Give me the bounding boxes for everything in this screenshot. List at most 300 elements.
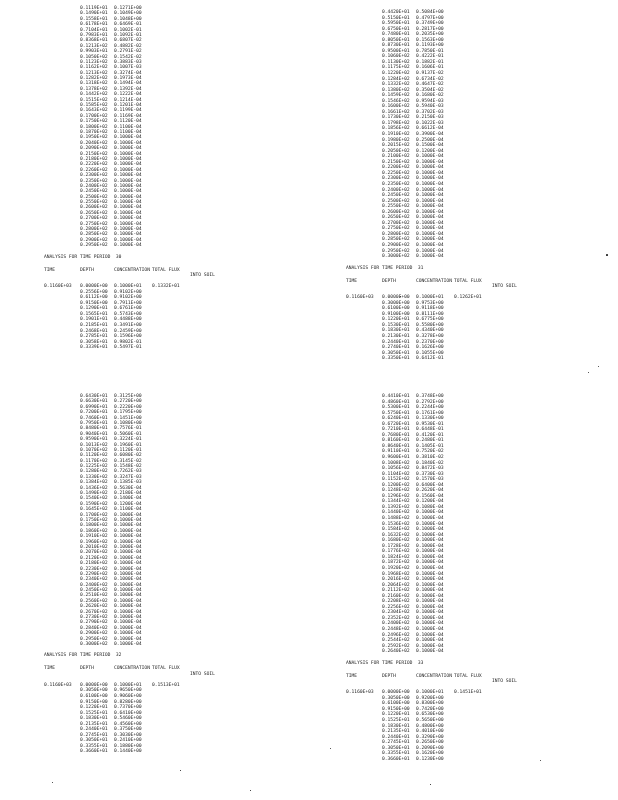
depth-cell: 0.2745E+01 [80, 732, 108, 738]
concentration-cell: 0.1000E-04 [114, 173, 142, 179]
depth-cell: 0.2064E+02 [382, 582, 410, 588]
concentration-cell: 0.1199E-04 [114, 108, 142, 114]
concentration-cell: 0.4120E-01 [416, 432, 444, 438]
concentration-cell: 0.6412E-01 [416, 356, 444, 362]
depth-cell: 0.2180E+02 [80, 561, 108, 567]
concentration-cell: 0.1000E-04 [114, 162, 142, 168]
concentration-cell: 0.1680E-02 [416, 93, 444, 99]
header-total-flux: TOTAL FLUX [152, 666, 180, 672]
column-header-sub: INTO SOIL [492, 284, 517, 290]
depth-cell: 0.2500E+02 [80, 194, 108, 200]
flux-cell: 0.1513E+01 [152, 682, 180, 688]
concentration-cell: 0.1560E-04 [416, 493, 444, 499]
concentration-cell: 0.1000E-04 [416, 649, 444, 655]
depth-cell: 0.2400E+02 [80, 183, 108, 189]
depth-cell: 0.2290E+02 [80, 571, 108, 577]
depth-cell: 0.2496E+02 [382, 632, 410, 638]
concentration-cell: 0.3030E+00 [114, 732, 142, 738]
header-concentration: CONCENTRATION [416, 673, 452, 679]
header-concentration: CONCENTRATION [114, 666, 150, 672]
concentration-cell: 0.1000E-04 [114, 232, 142, 238]
depth-cell: 0.2650E+02 [382, 215, 410, 221]
concentration-cell: 0.1000E-04 [416, 154, 444, 160]
depth-cell: 0.2750E+02 [80, 221, 108, 227]
period-title: ANALYSIS FOR TIME PERIOD 32 [44, 653, 122, 659]
depth-cell: 0.1750E+02 [80, 119, 108, 125]
concentration-cell: 0.1000E-04 [416, 532, 444, 538]
depth-cell: 0.1960E+02 [80, 539, 108, 545]
depth-cell: 0.7200E+01 [80, 410, 108, 416]
depth-cell: 0.6112E+00 [80, 295, 108, 301]
concentration-cell: 0.1570E-03 [416, 477, 444, 483]
concentration-cell: 0.4882E-02 [114, 43, 142, 49]
table-row [346, 356, 618, 362]
depth-cell: 0.2150E+02 [382, 159, 410, 165]
printout-section-tl [44, 6, 334, 351]
depth-cell: 0.1490E+01 [80, 11, 108, 17]
depth-cell: 0.2100E+02 [382, 154, 410, 160]
depth-cell: 0.1830E+01 [382, 328, 410, 334]
concentration-cell: 0.1000E-04 [114, 593, 142, 599]
depth-cell: 0.2800E+02 [382, 231, 410, 237]
depth-cell: 0.2600E+02 [80, 205, 108, 211]
depth-cell: 0.2544E+02 [382, 638, 410, 644]
period-table [44, 284, 334, 351]
depth-cell: 0.1830E+01 [80, 716, 108, 722]
concentration-cell: 0.3278E+00 [416, 333, 444, 339]
depth-cell: 0.1392E+02 [382, 504, 410, 510]
scan-speck [250, 790, 251, 791]
concentration-cell: 0.2410E+00 [114, 738, 142, 744]
depth-cell: 0.4860E+01 [382, 399, 410, 405]
depth-cell: 0.6100E+00 [382, 306, 410, 312]
depth-cell: 0.1104E+02 [382, 471, 410, 477]
concentration-cell: 0.2650E+00 [416, 740, 444, 746]
concentration-cell: 0.4800E+00 [416, 723, 444, 729]
concentration-cell: 0.1169E-04 [114, 113, 142, 119]
depth-cell: 0.1728E+02 [382, 543, 410, 549]
concentration-cell: 0.7911E+00 [114, 300, 142, 306]
depth-cell: 0.1213E+02 [80, 70, 108, 76]
concentration-cell: 0.2090E+00 [416, 745, 444, 751]
table-row [44, 749, 334, 755]
depth-cell: 0.1488E+02 [382, 516, 410, 522]
depth-cell: 0.2440E+01 [382, 339, 410, 345]
header-concentration: CONCENTRATION [114, 267, 150, 273]
depth-cell: 0.9100E+00 [382, 311, 410, 317]
depth-cell: 0.3050E+00 [80, 688, 108, 694]
depth-cell: 0.0000E+00 [80, 682, 108, 688]
depth-cell: 0.1540E+02 [80, 496, 108, 502]
depth-cell: 0.2600E+02 [382, 209, 410, 215]
concentration-cell: 0.7576E-01 [114, 426, 142, 432]
concentration-cell: 0.1000E-04 [114, 625, 142, 631]
header-time: TIME [346, 673, 358, 679]
depth-cell: 0.1175E+02 [382, 65, 410, 71]
depth-cell: 0.6100E+00 [382, 701, 410, 707]
concentration-cell: 0.1007E-03 [114, 65, 142, 71]
period-title: ANALYSIS FOR TIME PERIOD 30 [44, 254, 122, 260]
depth-cell: 0.8640E+01 [382, 443, 410, 449]
concentration-cell: 0.5650E+00 [416, 717, 444, 723]
depth-cell: 0.3355E+01 [80, 743, 108, 749]
depth-cell: 0.4420E+01 [382, 10, 410, 15]
depth-cell: 0.1910E+02 [80, 534, 108, 540]
depth-cell: 0.2256E+02 [382, 604, 410, 610]
concentration-cell: 0.1000E+01 [416, 690, 444, 696]
concentration-cell: 0.2150E-03 [416, 115, 444, 121]
concentration-cell: 0.1000E-04 [114, 194, 142, 200]
concentration-cell: 0.1000E-04 [416, 516, 444, 522]
concentration-cell: 0.5084E+00 [416, 10, 444, 15]
depth-cell: 0.1119E+01 [80, 6, 108, 11]
depth-cell: 0.2950E+02 [382, 248, 410, 254]
concentration-cell: 0.2500E-04 [416, 137, 444, 143]
depth-cell: 0.2010E+02 [80, 544, 108, 550]
depth-cell: 0.1632E+02 [382, 532, 410, 538]
concentration-cell: 0.4222E-01 [416, 54, 444, 60]
depth-cell: 0.1344E+02 [382, 499, 410, 505]
concentration-cell: 0.1000E-04 [114, 550, 142, 556]
concentration-cell: 0.3702E-03 [416, 109, 444, 115]
concentration-cell: 0.1000E-04 [114, 517, 142, 523]
depth-cell: 0.0000E+00 [382, 690, 410, 696]
concentration-cell: 0.1973E-04 [114, 76, 142, 82]
concentration-cell: 0.1000E-04 [416, 220, 444, 226]
concentration-cell: 0.1000E-04 [416, 242, 444, 248]
concentration-cell: 0.1000E-04 [114, 178, 142, 184]
concentration-cell: 0.1000E-04 [114, 641, 142, 647]
concentration-cell: 0.1000E-04 [114, 615, 142, 621]
depth-cell: 0.2510E+02 [80, 593, 108, 599]
depth-cell: 0.1332E+02 [382, 82, 410, 88]
concentration-cell: 0.7262E-03 [114, 469, 142, 475]
depth-cell: 0.1776E+02 [382, 549, 410, 555]
concentration-cell: 0.1222E-04 [114, 92, 142, 98]
depth-cell: 0.2220E+02 [80, 162, 108, 168]
concentration-cell: 0.1626E+00 [416, 345, 444, 351]
scan-speck [540, 760, 541, 761]
depth-cell: 0.2448E+02 [382, 626, 410, 632]
concentration-cell: 0.1385E-03 [114, 480, 142, 486]
concentration-cell: 0.1000E-04 [416, 248, 444, 254]
concentration-cell: 0.1000E+01 [416, 295, 444, 301]
scan-speck [606, 254, 608, 256]
concentration-cell: 0.1451E+00 [114, 415, 142, 421]
depth-cell: 0.1798E+02 [382, 120, 410, 126]
concentration-cell: 0.1230E+00 [416, 756, 444, 762]
scan-speck [598, 366, 599, 367]
concentration-cell: 0.4797E+00 [416, 15, 444, 21]
depth-cell: 0.1643E+02 [80, 108, 108, 114]
depth-cell: 0.1213E+02 [80, 43, 108, 49]
concentration-cell: 0.6807E-02 [114, 38, 142, 44]
concentration-cell: 0.1000E-04 [114, 571, 142, 577]
header-depth: DEPTH [80, 267, 94, 273]
concentration-cell: 0.3810E-02 [416, 455, 444, 461]
depth-cell: 0.1318E+02 [80, 81, 108, 87]
depth-cell: 0.1700E+02 [80, 512, 108, 518]
depth-cell: 0.9040E+01 [80, 431, 108, 437]
concentration-cell: 0.2244E+00 [416, 405, 444, 411]
concentration-cell: 0.1022E-03 [416, 120, 444, 126]
table-row [80, 642, 334, 647]
depth-cell: 0.1910E+02 [382, 132, 410, 138]
concentration-cell: 0.1000E-04 [416, 593, 444, 599]
depth-cell: 0.6240E+01 [382, 416, 410, 422]
concentration-cell: 0.2720E+00 [114, 399, 142, 405]
depth-cell: 0.1490E+02 [80, 491, 108, 497]
concentration-cell: 0.1000E-04 [114, 620, 142, 626]
concentration-cell: 0.1000E-04 [416, 615, 444, 621]
depth-cell: 0.1870E+02 [80, 129, 108, 135]
header-total-flux: TOTAL FLUX [454, 673, 482, 679]
period-table [44, 683, 334, 755]
printout-section-br [346, 394, 618, 762]
depth-cell: 0.1380E+02 [382, 87, 410, 93]
concentration-cell: 0.9650E+00 [114, 688, 142, 694]
depth-cell: 0.6720E+01 [382, 421, 410, 427]
depth-cell: 0.2592E+02 [382, 643, 410, 649]
depth-cell: 0.2700E+02 [80, 216, 108, 222]
depth-cell: 0.3339E+01 [80, 345, 108, 351]
depth-cell: 0.3050E+01 [382, 745, 410, 751]
concentration-cell: 0.5630E-04 [114, 485, 142, 491]
depth-cell: 0.3000E+02 [382, 254, 410, 260]
concentration-cell: 0.1620E+00 [416, 751, 444, 757]
depth-cell: 0.0000E+00 [382, 295, 410, 301]
scan-speck [588, 372, 589, 373]
depth-cell: 0.2450E+02 [382, 193, 410, 199]
concentration-cell: 0.6469E-01 [114, 22, 142, 28]
depth-cell: 0.1558E+01 [80, 16, 108, 22]
concentration-cell: 0.3125E+00 [114, 394, 142, 399]
concentration-cell: 0.6530E+00 [416, 712, 444, 718]
concentration-cell: 0.1000E-04 [114, 183, 142, 189]
concentration-cell: 0.4560E+00 [114, 721, 142, 727]
concentration-cell: 0.1000E-04 [114, 561, 142, 567]
concentration-cell: 0.1000E-04 [114, 539, 142, 545]
depth-cell: 0.6630E+01 [80, 399, 108, 405]
depth-cell: 0.2468E+01 [80, 328, 108, 334]
concentration-cell: 0.2817E+00 [416, 26, 444, 32]
scan-speck [430, 784, 431, 785]
depth-cell: 0.2400E+02 [382, 187, 410, 193]
concentration-cell: 0.1000E-04 [416, 159, 444, 165]
concentration-cell: 0.1000E-04 [114, 135, 142, 141]
depth-cell: 0.2450E+02 [80, 588, 108, 594]
concentration-cell: 0.1000E-04 [416, 638, 444, 644]
concentration-cell: 0.8111E+00 [416, 311, 444, 317]
depth-cell: 0.1901E+01 [80, 317, 108, 323]
depth-cell: 0.9150E+00 [80, 300, 108, 306]
concentration-cell: 0.3749E+00 [416, 21, 444, 27]
depth-cell: 0.5150E+01 [382, 15, 410, 21]
depth-cell: 0.1220E+01 [382, 712, 410, 718]
depth-cell: 0.7480E+01 [382, 32, 410, 38]
table-row [80, 243, 334, 248]
concentration-cell: 0.2220E+00 [114, 404, 142, 410]
concentration-cell: 0.1000E-04 [114, 210, 142, 216]
concentration-cell: 0.2459E+00 [114, 328, 142, 334]
concentration-cell: 0.1000E-04 [416, 254, 444, 260]
concentration-cell: 0.2620E-04 [416, 488, 444, 494]
depth-cell: 0.2730E+02 [80, 615, 108, 621]
continuation-table [382, 394, 618, 655]
depth-cell: 0.1123E+02 [80, 59, 108, 65]
concentration-cell: 0.1100E-04 [114, 129, 142, 135]
table-row [44, 345, 334, 351]
concentration-cell: 0.6410E+00 [114, 710, 142, 716]
concentration-cell: 0.2791E-02 [114, 49, 142, 55]
concentration-cell: 0.1392E-04 [114, 86, 142, 92]
concentration-cell: 0.3491E+00 [114, 322, 142, 328]
depth-cell: 0.2260E+02 [80, 167, 108, 173]
concentration-cell: 0.6400E-04 [416, 482, 444, 488]
concentration-cell: 0.1048E+00 [114, 16, 142, 22]
depth-cell: 0.2500E+02 [382, 198, 410, 204]
period-title: ANALYSIS FOR TIME PERIOD 33 [346, 660, 424, 666]
concentration-cell: 0.1400E-04 [114, 496, 142, 502]
concentration-cell: 0.1000E-04 [416, 588, 444, 594]
concentration-cell: 0.6775E+00 [416, 317, 444, 323]
concentration-cell: 0.1092E-01 [114, 32, 142, 38]
concentration-cell: 0.9118E+00 [416, 306, 444, 312]
depth-cell: 0.1872E+02 [382, 560, 410, 566]
column-header-sub: INTO SOIL [492, 679, 517, 685]
concentration-cell: 0.9530E-01 [416, 421, 444, 427]
concentration-cell: 0.1500E-04 [416, 143, 444, 149]
concentration-cell: 0.1000E-04 [416, 165, 444, 171]
concentration-cell: 0.1542E-02 [114, 54, 142, 60]
concentration-cell: 0.5497E-01 [114, 345, 142, 351]
concentration-cell: 0.1100E-04 [114, 507, 142, 513]
depth-cell: 0.2050E+02 [382, 148, 410, 154]
depth-cell: 0.8730E+01 [382, 43, 410, 49]
concentration-cell: 0.3748E+00 [416, 394, 444, 399]
concentration-cell: 0.8280E+00 [114, 699, 142, 705]
depth-cell: 0.2120E+02 [80, 555, 108, 561]
depth-cell: 0.6100E+00 [80, 694, 108, 699]
depth-cell: 0.1050E+02 [80, 54, 108, 60]
depth-cell: 0.1824E+02 [382, 554, 410, 560]
concentration-cell: 0.1000E-04 [416, 582, 444, 588]
concentration-cell: 0.1000E-04 [114, 534, 142, 540]
concentration-cell: 0.3290E+00 [416, 734, 444, 740]
depth-cell: 0.1645E+02 [80, 507, 108, 513]
depth-cell: 0.2800E+02 [80, 227, 108, 233]
concentration-cell: 0.1000E-04 [416, 604, 444, 610]
concentration-cell: 0.1000E-04 [416, 549, 444, 555]
scan-speck [180, 770, 181, 771]
concentration-cell: 0.1405E-01 [416, 443, 444, 449]
period-title: ANALYSIS FOR TIME PERIOD 31 [346, 265, 424, 271]
printout-section-tr [346, 10, 618, 362]
concentration-cell: 0.1000E-04 [416, 176, 444, 182]
concentration-cell: 0.1000E-04 [114, 598, 142, 604]
concentration-cell: 0.6612E-04 [416, 126, 444, 132]
depth-cell: 0.1290E+01 [80, 306, 108, 312]
concentration-cell: 0.1795E+00 [114, 410, 142, 416]
concentration-cell: 0.6734E-02 [416, 76, 444, 82]
time-cell: 0.1160E+03 [346, 690, 374, 696]
period-table [346, 295, 618, 362]
concentration-cell: 0.1000E-04 [416, 510, 444, 516]
concentration-cell: 0.1000E-04 [114, 216, 142, 222]
depth-cell: 0.1585E+02 [80, 103, 108, 109]
concentration-cell: 0.1000E-04 [114, 528, 142, 534]
concentration-cell: 0.1000E-04 [416, 610, 444, 616]
depth-cell: 0.3050E+00 [382, 695, 410, 701]
header-time: TIME [44, 267, 56, 273]
depth-cell: 0.7460E+01 [80, 415, 108, 421]
depth-cell: 0.1830E+01 [382, 723, 410, 729]
time-cell: 0.1160E+03 [346, 295, 374, 301]
depth-cell: 0.9600E+01 [382, 455, 410, 461]
depth-cell: 0.6990E+01 [80, 404, 108, 410]
concentration-cell: 0.1761E+00 [416, 410, 444, 416]
concentration-cell: 0.1000E-04 [114, 151, 142, 157]
concentration-cell: 0.1000E-04 [114, 566, 142, 572]
depth-cell: 0.2850E+02 [80, 232, 108, 238]
depth-cell: 0.7950E+01 [80, 420, 108, 426]
concentration-cell: 0.1880E+00 [114, 743, 142, 749]
concentration-cell: 0.1000E-04 [416, 543, 444, 549]
depth-cell: 0.1013E+02 [80, 442, 108, 448]
time-cell: 0.1160E+03 [44, 284, 72, 290]
depth-cell: 0.2700E+02 [382, 220, 410, 226]
concentration-cell: 0.1000E-04 [416, 599, 444, 605]
concentration-cell: 0.1000E-04 [416, 632, 444, 638]
concentration-cell: 0.1000E-04 [416, 204, 444, 210]
concentration-cell: 0.7850E-01 [416, 48, 444, 54]
depth-cell: 0.1800E+02 [80, 124, 108, 130]
concentration-cell: 0.1000E-04 [114, 140, 142, 146]
depth-cell: 0.1130E+02 [382, 59, 410, 65]
concentration-cell: 0.3504E-02 [416, 87, 444, 93]
concentration-cell: 0.1200E-04 [114, 501, 142, 507]
depth-cell: 0.3050E+01 [80, 738, 108, 744]
depth-cell: 0.2350E+02 [80, 178, 108, 184]
depth-cell: 0.3350E+01 [382, 356, 410, 362]
concentration-cell: 0.1548E-02 [114, 464, 142, 470]
concentration-cell: 0.1000E-04 [416, 538, 444, 544]
concentration-cell: 0.1000E-04 [416, 193, 444, 199]
concentration-cell: 0.1002E-01 [114, 27, 142, 33]
depth-cell: 0.2160E+02 [382, 593, 410, 599]
depth-cell: 0.9500E+01 [382, 48, 410, 54]
concentration-cell: 0.1000E-04 [114, 200, 142, 206]
concentration-cell: 0.1000E+01 [114, 682, 142, 688]
depth-cell: 0.1440E+02 [382, 510, 410, 516]
concentration-cell: 0.4010E+00 [416, 729, 444, 735]
depth-cell: 0.2135E+01 [80, 721, 108, 727]
concentration-cell: 0.1000E-04 [114, 555, 142, 561]
depth-cell: 0.1515E+02 [80, 97, 108, 103]
depth-cell: 0.1546E+02 [382, 98, 410, 104]
depth-cell: 0.2230E+02 [80, 566, 108, 572]
concentration-cell: 0.1494E-04 [114, 81, 142, 87]
depth-cell: 0.2750E+02 [382, 226, 410, 232]
depth-cell: 0.7680E+01 [382, 432, 410, 438]
concentration-cell: 0.1000E-04 [114, 243, 142, 249]
depth-cell: 0.8480E+01 [80, 426, 108, 432]
depth-cell: 0.1280E+02 [80, 469, 108, 475]
depth-cell: 0.1525E+01 [80, 710, 108, 716]
concentration-cell: 0.1000E-04 [416, 560, 444, 566]
concentration-cell: 0.1080E+00 [114, 420, 142, 426]
depth-cell: 0.2440E+01 [382, 734, 410, 740]
